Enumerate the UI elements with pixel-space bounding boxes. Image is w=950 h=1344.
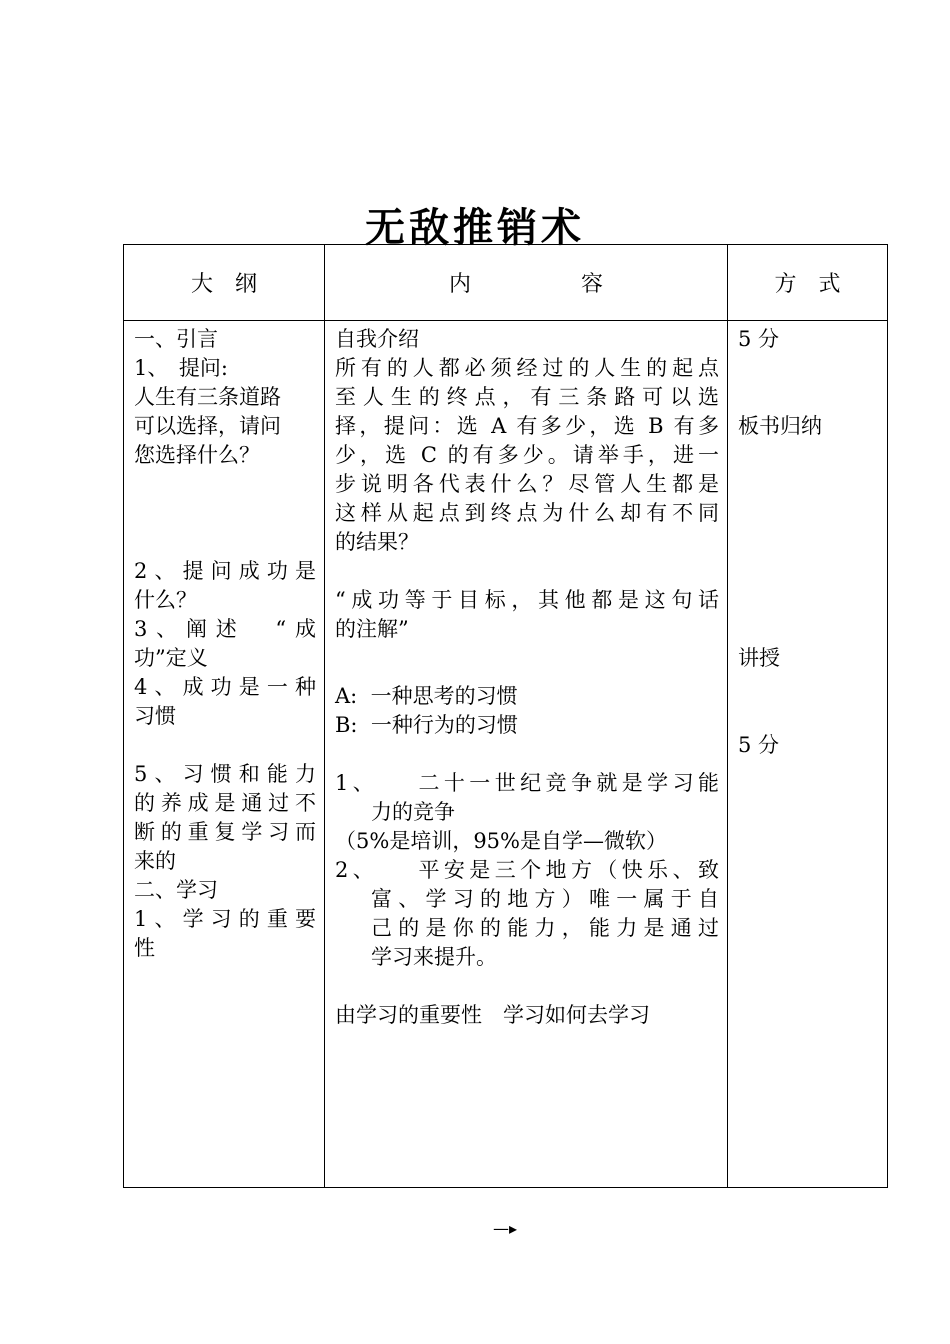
- method-cell: [728, 321, 888, 1188]
- content-line: 步说明各代表什么？尽管人生都是: [335, 472, 719, 496]
- header-outline: 大 纲: [124, 245, 325, 321]
- point2-line: 富、学习的地方）唯一属于自: [371, 887, 719, 911]
- point2-line: 己的是你的能力，能力是通过: [371, 916, 719, 940]
- outline-line: 什么？: [134, 588, 197, 612]
- outline-line: 二、学习: [134, 878, 218, 902]
- quote-line: 的注解”: [335, 617, 409, 641]
- point1-note: （5%是培训，95%是自学—微软）: [335, 829, 667, 853]
- outline-line: 4、成功是一种: [134, 675, 316, 699]
- outline-line: 1、学习的重要: [134, 907, 316, 931]
- content-line: 择，提问：选 A 有多少，选 B 有多: [335, 414, 719, 438]
- outline-line: 可以选择，请问: [134, 414, 281, 438]
- outline-line: 习惯: [134, 704, 176, 728]
- outline-line: 1、 提问:: [134, 356, 228, 380]
- outline-line: 5、习惯和能力: [134, 762, 316, 786]
- next-page-arrow-icon: —▸: [493, 1219, 518, 1238]
- intro-title: 自我介绍: [335, 327, 419, 351]
- outline-line: 性: [134, 936, 155, 960]
- outline-line: 断的重复学习而: [134, 820, 316, 844]
- quote-line: “成功等于目标，其他都是这句话: [335, 588, 719, 612]
- closing-line: 由学习的重要性 学习如何去学习: [335, 1003, 650, 1027]
- content-cell: [325, 321, 728, 1188]
- outline-line: 3、阐述 “成: [134, 617, 316, 641]
- outline-line: 2、提问成功是: [134, 559, 316, 583]
- content-line: 所有的人都必须经过的人生的起点: [335, 356, 719, 380]
- point2-line: 2、 平安是三个地方（快乐、致: [335, 858, 719, 882]
- lesson-plan-table: [123, 244, 888, 1188]
- method-line: 5 分: [738, 733, 780, 757]
- content-line: 的结果？: [335, 530, 419, 554]
- content-line: 这样从起点到终点为什么却有不同: [335, 501, 719, 525]
- outline-line: 您选择什么？: [134, 443, 260, 467]
- header-method: 方 式: [728, 245, 888, 321]
- habit-b: B: 一种行为的习惯: [335, 713, 518, 737]
- habit-a: A: 一种思考的习惯: [335, 684, 518, 708]
- point1-line: 1、 二十一世纪竞争就是学习能: [335, 771, 719, 795]
- method-line: 讲授: [738, 646, 780, 670]
- table-body-row: [124, 321, 888, 1188]
- outline-cell: [124, 321, 325, 1188]
- document-title: 无敌推销术: [365, 205, 585, 251]
- outline-line: 的养成是通过不: [134, 791, 316, 815]
- header-content: 内 容: [325, 245, 728, 321]
- outline-line: 人生有三条道路: [134, 385, 281, 409]
- outline-line: 来的: [134, 849, 176, 873]
- outline-line: 功”定义: [134, 646, 208, 670]
- point2-line: 学习来提升。: [371, 945, 497, 969]
- content-line: 少，选 C 的有多少。请举手，进一: [335, 443, 719, 467]
- method-line: 5 分: [738, 327, 780, 351]
- method-line: 板书归纳: [738, 414, 822, 438]
- table-header-row: [124, 245, 888, 321]
- point1-line: 力的竞争: [371, 800, 455, 824]
- content-line: 至人生的终点，有三条路可以选: [335, 385, 719, 409]
- outline-line: 一、引言: [134, 327, 218, 351]
